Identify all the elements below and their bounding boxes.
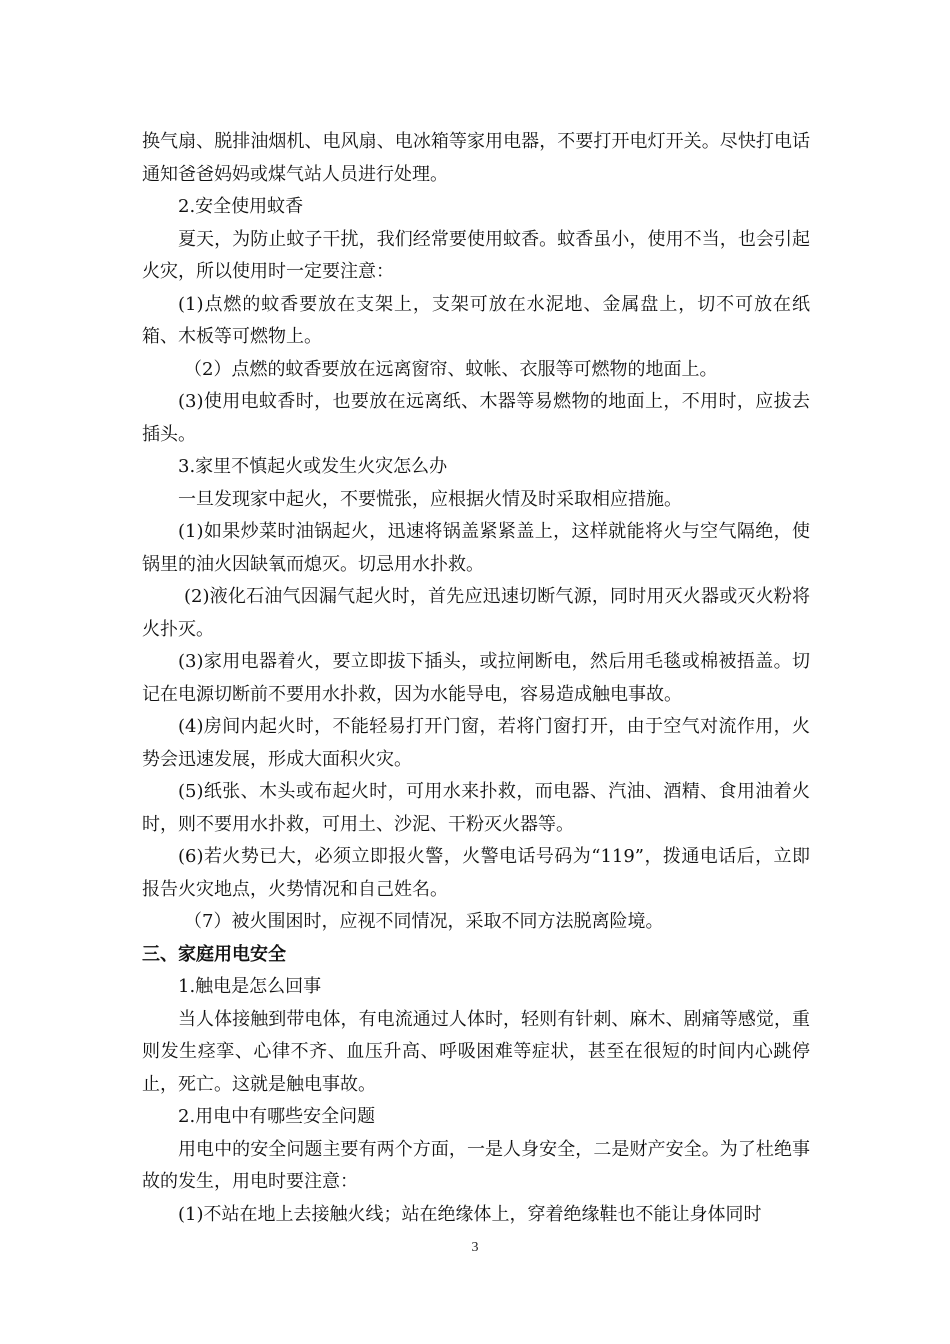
section-heading: 三、家庭用电安全 <box>142 943 286 965</box>
paragraph: （2）点燃的蚊香要放在远离窗帘、蚊帐、衣服等可燃物的地面上。 <box>184 358 718 380</box>
paragraph: (1)不站在地上去接触火线；站在绝缘体上，穿着绝缘鞋也不能让身体同时 <box>178 1203 762 1225</box>
paragraph: 当人体接触到带电体，有电流通过人体时，轻则有针刺、麻木、剧痛等感觉，重则发生痉挛、心律不齐、血压升高、呼吸困难等症状，甚至在很短的时间内心跳停止，死亡。这就是触电事故。 <box>142 1008 810 1095</box>
subsection-title: 2.用电中有哪些安全问题 <box>178 1106 376 1127</box>
paragraph: 用电中的安全问题主要有两个方面，一是人身安全，二是财产安全。为了杜绝事故的发生，用电时要注意： <box>142 1138 810 1192</box>
subsection-title: 3.家里不慎起火或发生火灾怎么办 <box>178 456 448 477</box>
paragraph: 夏天，为防止蚊子干扰，我们经常要使用蚊香。蚊香虽小，使用不当，也会引起火灾，所以使用时一定要注意： <box>142 228 810 282</box>
paragraph: (6)若火势已大，必须立即报火警，火警电话号码为“119”，拨通电话后，立即报告火灾地点，火势情况和自己姓名。 <box>142 846 810 900</box>
paragraph: (1)如果炒菜时油锅起火，迅速将锅盖紧紧盖上，这样就能将火与空气隔绝，使锅里的油火因缺氧而熄灭。切忌用水扑救。 <box>142 521 810 575</box>
paragraph: (3)家用电器着火，要立即拔下插头，或拉闸断电，然后用毛毯或棉被捂盖。切记在电源切断前不要用水扑救，因为水能导电，容易造成触电事故。 <box>142 651 810 705</box>
paragraph: (3)使用电蚊香时，也要放在远离纸、木器等易燃物的地面上，不用时，应拔去插头。 <box>142 391 810 445</box>
paragraph: (2)液化石油气因漏气起火时，首先应迅速切断气源，同时用灭火器或灭火粉将火扑灭。 <box>142 586 810 640</box>
subsection-title: 2.安全使用蚊香 <box>178 196 304 217</box>
paragraph: (1)点燃的蚊香要放在支架上，支架可放在水泥地、金属盘上，切不可放在纸箱、木板等可燃物上。 <box>142 293 810 347</box>
paragraph: (5)纸张、木头或布起火时，可用水来扑救，而电器、汽油、酒精、食用油着火时，则不要用水扑救，可用土、沙泥、干粉灭火器等。 <box>142 781 810 835</box>
paragraph: (4)房间内起火时，不能轻易打开门窗，若将门窗打开，由于空气对流作用，火势会迅速发展，形成大面积火灾。 <box>142 716 810 770</box>
subsection-title: 1.触电是怎么回事 <box>178 976 322 997</box>
paragraph: 换气扇、脱排油烟机、电风扇、电冰箱等家用电器，不要打开电灯开关。尽快打电话通知爸爸妈妈或煤气站人员进行处理。 <box>142 131 810 185</box>
paragraph: 一旦发现家中起火，不要慌张，应根据火情及时采取相应措施。 <box>178 488 682 510</box>
document-page <box>142 126 810 1231</box>
page-number: 3 <box>471 1240 479 1255</box>
paragraph: （7）被火围困时，应视不同情况，采取不同方法脱离险境。 <box>184 911 664 932</box>
